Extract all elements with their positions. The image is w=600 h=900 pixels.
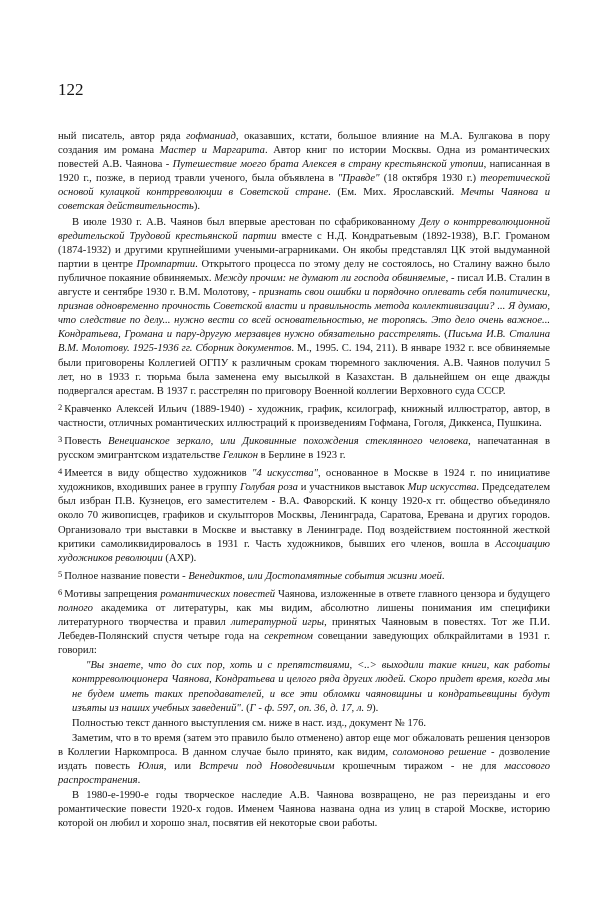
paragraph xyxy=(58,130,550,215)
italic-text: полного xyxy=(58,603,93,614)
paragraph xyxy=(58,216,550,399)
italic-text: Делу о контрреволюционной вредительской Трудовой крестьянской партии xyxy=(58,216,550,242)
text-run: и участников выставок xyxy=(297,482,408,494)
text-run: , напечатанная в русском эмигрантском издательстве xyxy=(58,435,550,462)
italic-text: Мир искусства xyxy=(407,482,477,494)
text-run: Мотивы запрещения xyxy=(64,588,161,600)
italic-text: Венецианское зеркало, или Диковинные похождения стеклянного человека xyxy=(108,435,469,447)
italic-text: Голубая роза xyxy=(239,482,298,494)
footnote xyxy=(58,567,550,584)
text-run: Полностью текст данного выступления см. ниже в наст. изд., документ № 176. xyxy=(72,717,427,729)
italic-text: литературной игры xyxy=(230,617,325,629)
footnote xyxy=(58,585,550,658)
italic-text: Мечты Чаянова и советская действительность xyxy=(58,187,550,213)
text-run: , или xyxy=(163,761,200,773)
text-run: В июле 1930 г. А.В. Чаянов был впервые арестован по сфабрикованному xyxy=(72,216,420,228)
italic-text: Венедиктов, или Достопамятные события жизни моей xyxy=(188,570,442,582)
text-run: Заметим, что в то время (затем это правило было отменено) автор еще мог обжаловать решения цензоров в Коллегии Наркомпроса. В данном случае было принято, как видим, xyxy=(58,732,550,758)
footnote-number: 6 xyxy=(58,586,63,597)
text-run: (АХР). xyxy=(162,552,197,564)
text-run: академика от литературы, как мы видим, абсолютно лишены понимания им специфики литературного творчества и правил xyxy=(58,603,550,629)
text-run: . (Ем. Мих. Ярославский. xyxy=(328,187,461,199)
footnote-number: 3 xyxy=(58,433,63,444)
text-run: в Берлине в 1923 г. xyxy=(258,450,346,462)
text-run: . xyxy=(137,775,141,787)
text-run: Кравченко Алексей Ильич (1889-1940) - художник, график, ксилограф, книжный иллюстратор, автор, в частности, отличных романтических иллюстраций к произведениям Гофмана, Гоголя, Диккенса, Пушкина. xyxy=(58,403,550,429)
italic-text: Письма И.В. Сталина В.М. Молотову. 1925-1936 гг. Сборник документов xyxy=(58,329,550,355)
text-run: , основанное в Москве в 1924 г. по инициативе художников, входивших ранее в группу xyxy=(58,468,550,494)
italic-text: теоретической основой кулацкой контрреволюции в Советской стране xyxy=(58,173,550,199)
italic-text: Геликон xyxy=(222,450,258,462)
text-run: . xyxy=(441,570,445,582)
italic-text: романтических повестей xyxy=(160,588,276,600)
text-run: Повесть xyxy=(64,435,109,447)
text-run: вместе с Н.Д. Кондратьевым (1892-1938), В.Г. Громаном (1874-1932) и другими крупнейшими учеными-аграрниками. Он якобы представлял ЦК этой выдуманной партии в центре xyxy=(58,230,550,270)
text-run: . Автор книг по истории Москвы. Одна из романтических повестей А.В. Чаянова - xyxy=(58,145,550,171)
italic-text: признать свои ошибки и порядочно оплевать себя политически, признав одновременно прочность Советской власти и правильность метода коллективизации? ... Я думаю, что следствие по делу... нужно вести со всей основательностью, не торопясь. Это дело очень важное... Кондратьева, Громана и пару-другую мерзавцев нужно обязательно расстрелять xyxy=(58,287,550,341)
italic-text: "Вы знаете, что до сих пор, хоть и с препятствиями, <..> выходили такие книги, как работы контрреволюционера Чаянова, Кондратьева и целого ряда других людей. Скоро придет время, когда мы не будем иметь таких преподавателей, и все эти обломки чаяновщины и кондратьевщины будут изъяты из наших учебных заведений" xyxy=(72,660,550,714)
italic-text: Ассоциацию художников революции xyxy=(58,538,550,564)
italic-text: "4 искусства" xyxy=(251,468,318,480)
page-number: 122 xyxy=(58,80,84,99)
italic-text: массового распространения xyxy=(58,761,551,787)
text-run: . Открытого процесса по этому делу не состоялось, но Сталину важно было публичное покаяние обвиняемых. xyxy=(58,258,550,284)
paragraph xyxy=(58,732,550,788)
text-run: . М., 1995. С. 194, 211). В январе 1932 г. все обвиняемые были приговорены Коллегией ОГПУ к различным срокам тюремного заключения. А.В. Чаянов получил 5 лет, но в 1933 г. тюрьма была заменена ему высылкой в Казахстан. В дальнейшем он еще дважды подвергался арестам. В 1937 г. расстрелян по приговору Военной коллегии Верховного суда СССР. xyxy=(58,343,550,397)
text-run: , оказавших, кстати, большое влияние на М.А. Булгакова в пору создания им романа xyxy=(58,131,551,157)
text-run: Полное название повести - xyxy=(64,570,189,582)
text-run: совещании заведующих облкрайлитами в 1931 г. говорил: xyxy=(58,631,550,657)
paragraph xyxy=(58,717,550,731)
italic-text: "Правде" xyxy=(337,173,380,185)
italic-text: соломоново решение xyxy=(392,746,487,758)
text-run: (18 октября 1930 г.) xyxy=(379,173,481,185)
text-run: , написанная в 1920 г., позже, в период травли ученого, была объявлена в xyxy=(58,159,551,185)
italic-text: Мастер и Маргарита xyxy=(159,145,265,157)
footnote-number: 2 xyxy=(58,401,63,412)
text-run: ). xyxy=(372,702,379,714)
footnote xyxy=(58,432,550,463)
text-run: - дозволение издать повесть xyxy=(58,746,550,773)
text-run: Чаянова, изложенные в ответе главного цензора и будущего xyxy=(275,588,550,600)
italic-text: Г - ф. 597, оп. 36, д. 17, л. 9 xyxy=(249,702,373,714)
text-run: В 1980-е-1990-е годы творческое наследие А.В. Чаянова возвращено, не раз переизданы и его романтические повести 1920-х годов. Именем Чаянова названа одна из улиц в старой Москве, историю которой он любил и хорошо знал, посвятив ей некоторые свои работы. xyxy=(58,790,550,830)
footnote-number: 4 xyxy=(58,466,63,477)
italic-text: Юлия xyxy=(138,761,164,773)
italic-text: секретном xyxy=(264,631,313,643)
text-run: Имеется в виду общество художников xyxy=(64,468,252,480)
italic-text: Промпартии xyxy=(136,258,196,270)
footnote-number: 5 xyxy=(58,568,63,579)
paragraph xyxy=(58,789,550,831)
text-run: ный писатель, автор ряда xyxy=(58,131,187,142)
text-body xyxy=(58,130,550,833)
italic-text: Путешествие моего брата Алексея в страну крестьянской утопии xyxy=(172,159,484,171)
footnote xyxy=(58,464,550,566)
text-run: крошечным тиражом - не для xyxy=(334,761,505,773)
footnote xyxy=(58,400,550,431)
italic-text: Встречи под Новодевичьим xyxy=(199,761,335,773)
text-run: ). xyxy=(193,201,200,213)
text-run: . ( xyxy=(240,702,250,714)
text-run: . Председателем был избран П.В. Кузнецов, его заместителем - В.А. Фаворский. К концу 1920-х гг. общество объединяло около 70 живописцев, графиков и скульпторов Москвы, Ленинграда, Саратова, Еревана и других городов. Организовало три выставки в Москве и выставку в Ленинграде. Под воздействием постоянной жесткой критики самоликвидировалось в 1931 г. Часть художников, бывших его членов, вошла в xyxy=(58,482,551,550)
text-run: . ( xyxy=(437,329,448,341)
text-run: , - писал И.В. Сталин в августе и сентябре 1930 г. В.М. Молотову, - xyxy=(58,272,551,299)
italic-text: Между прочим: не думают ли господа обвиняемые xyxy=(214,272,446,284)
italic-text: гофманиад xyxy=(186,131,236,142)
text-run: , принятых Чаяновым в повестях. Тот же П.И. Лебедев-Полянский спустя четыре года на xyxy=(58,617,550,643)
block-quote xyxy=(58,659,550,715)
